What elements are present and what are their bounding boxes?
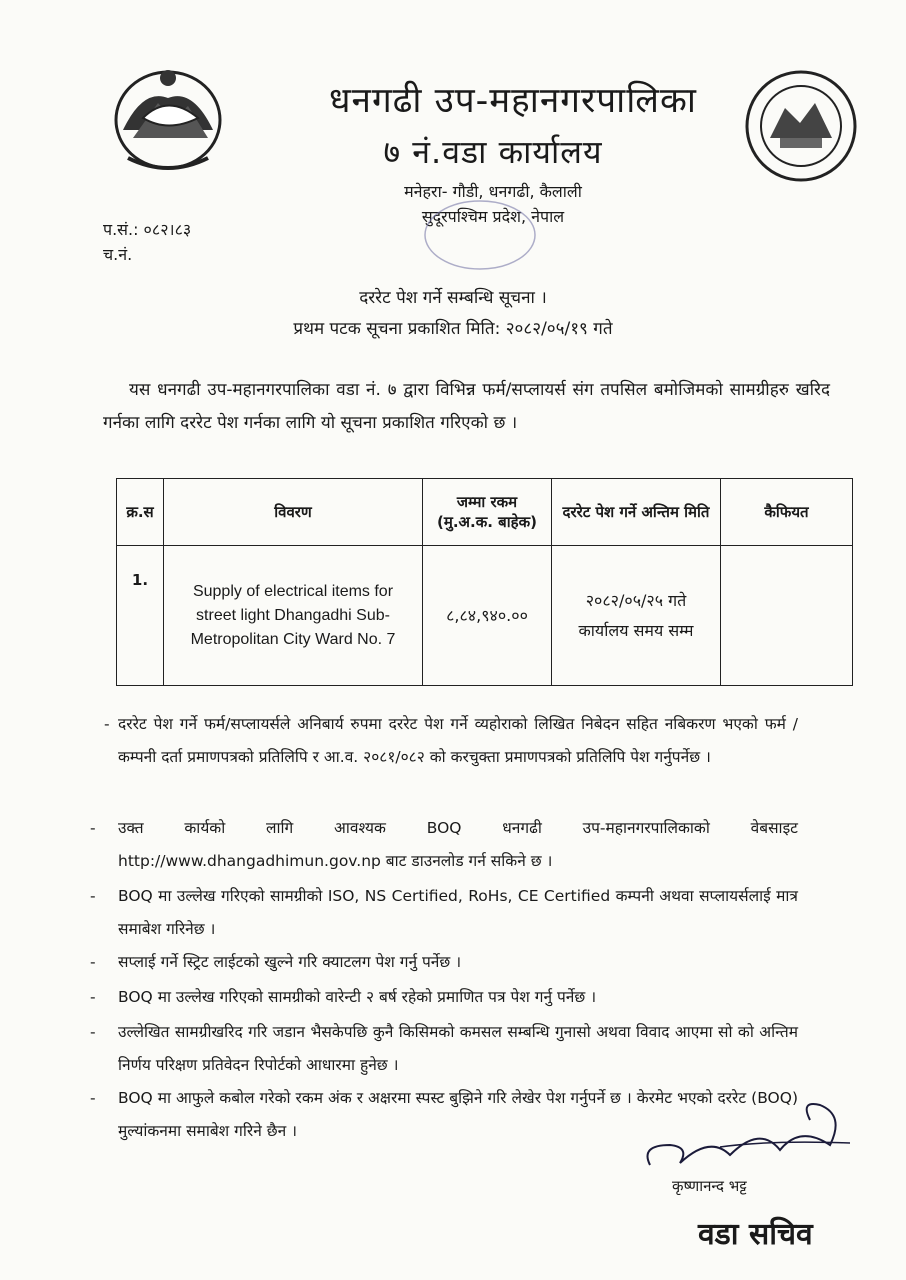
row-sn: 1. [117,546,164,686]
row-deadline: २०८२/०५/२५ गते कार्यालय समय सम्म [552,546,721,686]
address-line-1: मनेहरा- गौडी, धनगढी, कैलाली [404,182,582,201]
row-amount: ८,८४,९४०.०० [423,546,552,686]
ward-office-title: ७ नं.वडा कार्यालय [383,133,603,171]
table-row [117,546,853,686]
reference-number: प.सं.: ०८२।८३ [103,220,192,239]
col-sn: क्र.स [117,479,164,546]
col-remarks: कैफियत [721,479,853,546]
list-item: - BOQ मा आफुले कबोल गरेको रकम अंक र अक्षरमा स्पस्ट बुझिने गरि लेखेर पेश गर्नुपर्ने छ । केरमेट भएको दररेट (BOQ) मुल्यांकनमा समाबेश गरिने छैन । [90,1089,798,1140]
signature-scribble-icon [630,1085,870,1185]
tender-table [116,478,853,686]
notice-subject: दररेट पेश गर्ने सम्बन्धि सूचना । [359,288,547,308]
list-item: - दररेट पेश गर्ने फर्म/सप्लायर्सले अनिबार्य रुपमा दररेट पेश गर्ने व्यहोराको लिखित निबेदन सहित नबिकरण भएको फर्म / कम्पनी दर्ता प्रमाणपत्रको प्रतिलिपि र आ.व. २०८१/०८२ को करचुक्ता प्रमाणपत्रको प्रतिलिपि पेश गर्नुपर्नेछ । [104,715,798,766]
col-amount: जम्मा रकम (मु.अ.क. बाहेक) [423,479,552,546]
intro-paragraph: यस धनगढी उप-महानगरपालिका वडा नं. ७ द्वारा विभिन्न फर्म/सप्लायर्स संग तपसिल बमोजिमको सामग्रीहरु खरिद गर्नका लागि दररेट पेश गर्नका लागि यो सूचना प्रकाशित गरिएको छ । [103,380,830,433]
office-stamp-icon [420,195,540,275]
published-date: प्रथम पटक सूचना प्रकाशित मिति: २०८२/०५/१९ गते [293,319,613,339]
col-deadline: दररेट पेश गर्ने अन्तिम मिति [552,479,721,546]
list-item: - BOQ मा उल्लेख गरिएको सामग्रीको वारेन्टी २ बर्ष रहेको प्रमाणित पत्र पेश गर्नु पर्नेछ । [90,988,597,1006]
list-item: - उल्लेखित सामग्रीखरिद गरि जडान भैसकेपछि कुनै किसिमको कमसल सम्बन्धि गुनासो अथवा विवाद आएमा सो को अन्तिम निर्णय परिक्षण प्रतिवेदन रिपोर्टको आधारमा हुनेछ । [90,1023,798,1074]
signatory-name: कृष्णानन्द भट्ट [672,1177,747,1195]
dispatch-number: च.नं. [103,245,133,264]
row-remarks [721,546,853,686]
municipality-seal-icon [740,68,862,184]
address-line-2: सुदूरपश्चिम प्रदेश, नेपाल [421,207,565,226]
list-item: - सप्लाई गर्ने स्ट्रिट लाईटको खुल्ने गरि क्याटलग पेश गर्नु पर्नेछ । [90,953,462,971]
list-item: - उक्त कार्यको लागि आवश्यक BOQ धनगढी उप-महानगरपालिकाको वेबसाइट http://www.dhangadhimun.gov.np बाट डाउनलोड गर्न सकिने छ । [90,819,798,870]
list-item: - BOQ मा उल्लेख गरिएको सामग्रीको ISO, NS Certified, RoHs, CE Certified कम्पनी अथवा सप्लायर्सलाई मात्र समाबेश गरिनेछ । [90,887,798,938]
table-header-row [117,479,853,546]
signatory-designation: वडा सचिव [698,1217,813,1252]
col-description: विवरण [164,479,423,546]
office-title: धनगढी उप-महानगरपालिका [329,81,697,121]
row-description: Supply of electrical items for street light Dhangadhi Sub-Metropolitan City Ward No. 7 [164,546,423,686]
